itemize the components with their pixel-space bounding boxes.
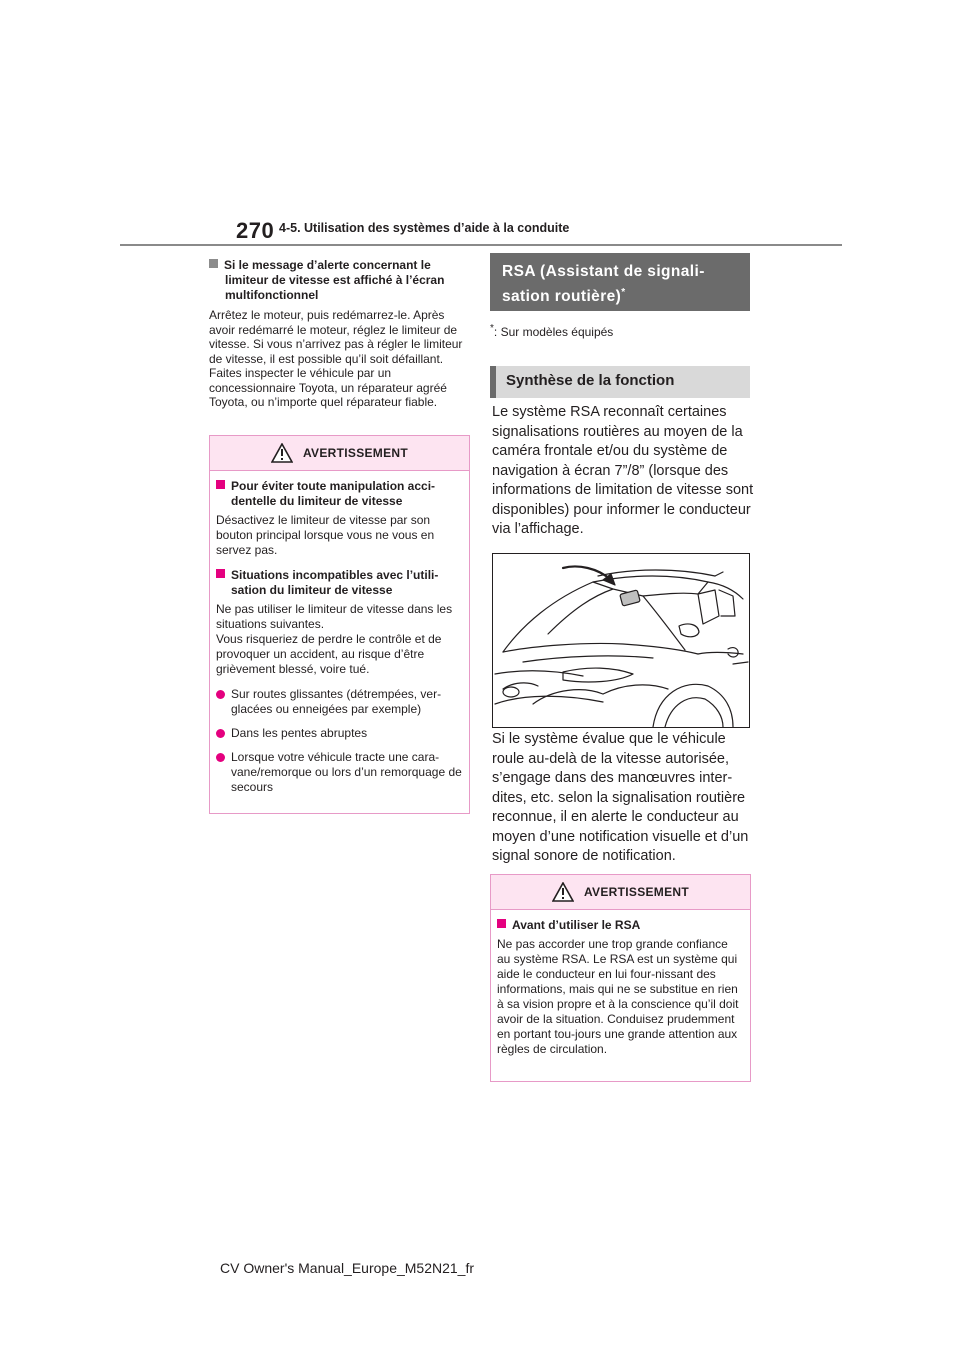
subsection-header [490, 366, 750, 398]
page-number: 270 [236, 218, 275, 243]
warning-bullet: Sur routes glissantes (détrempées, ver-glacées ou enneigées par exemple) [216, 687, 463, 717]
rsa-alert-paragraph: Si le système évalue que le véhicule roule au-delà de la vitesse autorisée, s’engage dans des manœuvres inter-dites, etc. selon la signalisation routière reconnue, il en alerte le conducteur au moyen d’une notification visuelle et d’un signal sonore de notification. [492, 731, 749, 864]
warning-bullet: Dans les pentes abruptes [216, 726, 463, 741]
warning-text: Ne pas accorder une trop grande confiance au système RSA. Le RSA est un système qui aide le conducteur en lui four-nissant des informations, mais qui ne se substitue en rien à sa vision propre et à la conscience qu’il doit avoir de la situation. Conduisez prudemment en portant tou-jours une grande attention aux règles de circulation. [497, 937, 739, 1056]
car-camera-illustration [492, 553, 750, 728]
pink-square-icon [216, 569, 225, 578]
warning-text: Vous risqueriez de perdre le contrôle et de provoquer un accident, au risque d’être grièvement blessé, voire tué. [216, 632, 442, 676]
warning-text: Désactivez le limiteur de vitesse par son bouton principal lorsque vous ne vous en servez pas. [216, 513, 435, 557]
left-column [209, 258, 471, 410]
pink-square-icon [497, 919, 506, 928]
header-divider [120, 244, 842, 246]
warning-triangle-icon [271, 443, 293, 463]
rsa-alert-block [492, 730, 754, 867]
warning-subheading: Situations incompatibles avec l’utili-sation du limiteur de vitesse [216, 568, 463, 598]
warning-text: Ne pas utiliser le limiteur de vitesse dans les situations suivantes. [216, 602, 453, 631]
warning-box-rsa [490, 874, 751, 1082]
footnote: *: Sur modèles équipés [490, 323, 614, 339]
rsa-title-line2: sation routière)* [502, 287, 626, 306]
rsa-intro-paragraph: Le système RSA reconnaît certaines signalisations routières au moyen de la caméra frontale et/ou du système de navigation à écran 7”/8” (lorsque des informations de limitation de vitesse sont disponibles) pour informer le conducteur via l’affichage. [492, 404, 754, 537]
subsection-title: Synthèse de la fonction [506, 372, 675, 389]
rsa-section-title [490, 253, 750, 311]
warning-subheading: Avant d’utiliser le RSA [497, 918, 744, 933]
footnote-asterisk: * [490, 323, 494, 334]
warning-title: AVERTISSEMENT [583, 885, 690, 899]
warning-box-speed-limiter [209, 435, 470, 814]
rsa-title-line1: RSA (Assistant de signali- [502, 263, 705, 280]
pink-square-icon [216, 480, 225, 489]
footer-doc-id: CV Owner's Manual_Europe_M52N21_fr [220, 1260, 475, 1276]
alert-subheading: Si le message d’alerte concernant le limiteur de vitesse est affiché à l’écran multifonctionnel [209, 258, 471, 303]
alert-paragraph: Arrêtez le moteur, puis redémarrez-le. Après avoir redémarré le moteur, réglez le limiteur de vitesse. Si vous n’arrivez pas à régler le limiteur de vitesse, il est possible qu’il soit défaillant. Faites inspecter le véhicule par un concessionnaire Toyota, un réparateur agréé Toyota, ou n’importe quel réparateur fiable. [209, 308, 463, 409]
warning-header [491, 875, 750, 910]
warning-body [210, 471, 469, 803]
section-title: 4-5. Utilisation des systèmes d’aide à la conduite [279, 221, 570, 235]
warning-title: AVERTISSEMENT [302, 446, 409, 460]
gray-square-icon [209, 259, 218, 268]
car-drawing [493, 554, 749, 727]
warning-header [210, 436, 469, 471]
warning-body [491, 910, 750, 1065]
asterisk-mark: * [621, 287, 626, 298]
rsa-intro-block [492, 403, 754, 540]
warning-triangle-icon [552, 882, 574, 902]
warning-subheading: Pour éviter toute manipulation acci-dentelle du limiteur de vitesse [216, 479, 463, 509]
warning-bullet: Lorsque votre véhicule tracte une cara-vane/remorque ou lors d’un remorquage de secours [216, 750, 463, 795]
